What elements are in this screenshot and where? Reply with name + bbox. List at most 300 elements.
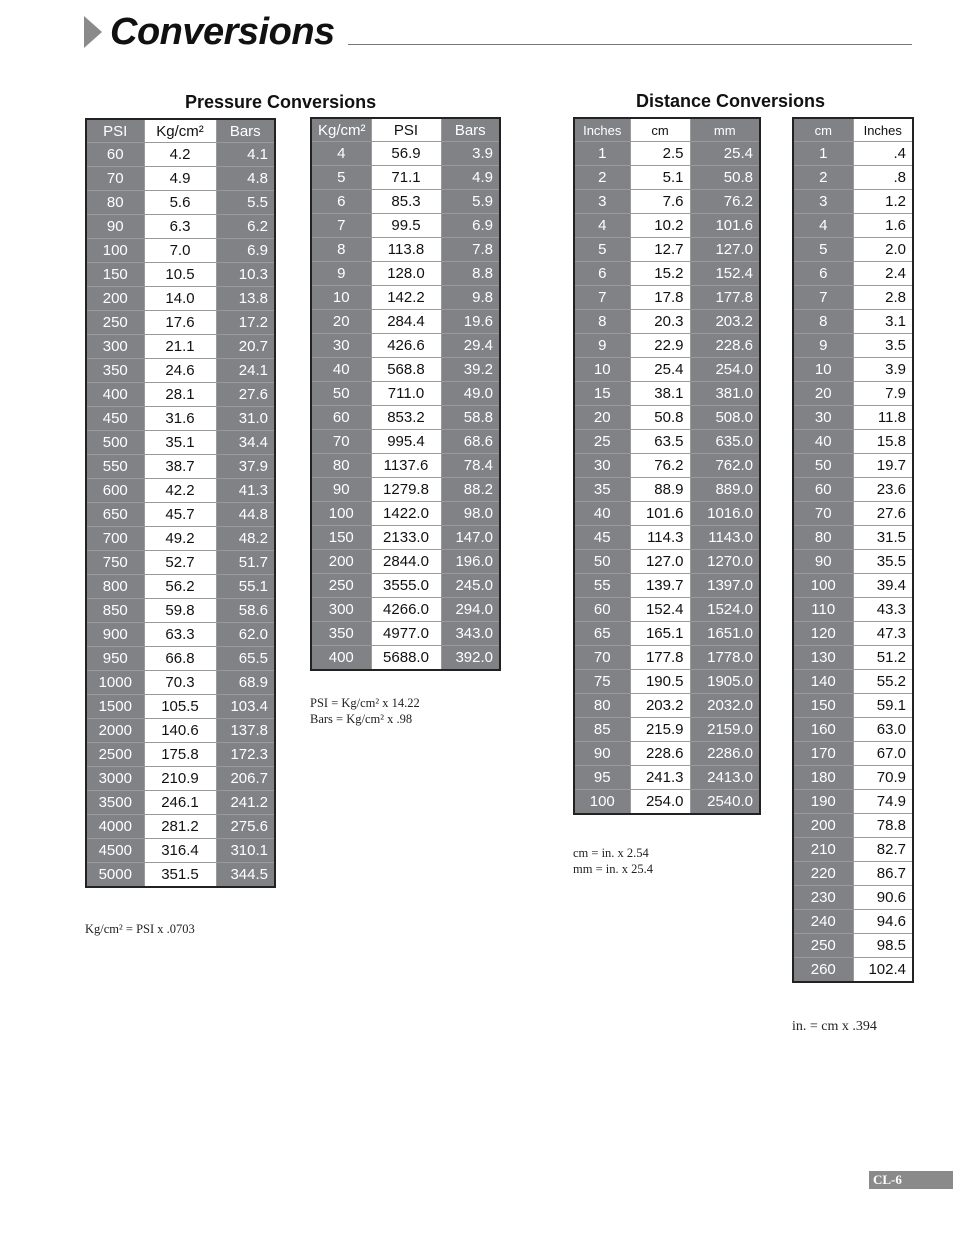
table-cell: 52.7 [144, 551, 216, 575]
table-cell: 6 [574, 262, 630, 286]
table-cell: 228.6 [630, 742, 690, 766]
table-cell: 650 [86, 503, 144, 527]
table-cell: 20.7 [216, 335, 275, 359]
table-cell: 86.7 [853, 862, 913, 886]
table-cell: 80 [311, 454, 371, 478]
table-cell: 6.3 [144, 215, 216, 239]
table-row [86, 671, 275, 695]
pressure-section-title: Pressure Conversions [185, 92, 377, 112]
table-row [574, 502, 760, 526]
table-row [311, 406, 500, 430]
table-cell: 44.8 [216, 503, 275, 527]
table-cell: 150 [793, 694, 853, 718]
table-row [574, 286, 760, 310]
inches-formula-note [573, 845, 653, 877]
table-cell: 120 [793, 622, 853, 646]
table-cell: 17.6 [144, 311, 216, 335]
table-cell: 152.4 [690, 262, 760, 286]
table-cell: 230 [793, 886, 853, 910]
table-row [793, 670, 913, 694]
table-cell: 250 [793, 934, 853, 958]
table-cell: 100 [793, 574, 853, 598]
table-cell: 31.6 [144, 407, 216, 431]
table-cell: 24.6 [144, 359, 216, 383]
table-row [574, 598, 760, 622]
title-rule [348, 44, 912, 45]
table-row [793, 214, 913, 238]
table-cell: 63.5 [630, 430, 690, 454]
table-cell: 3555.0 [371, 574, 441, 598]
table-cell: 900 [86, 623, 144, 647]
table-cell: 47.3 [853, 622, 913, 646]
table-cell: 5688.0 [371, 646, 441, 671]
table-cell: 10.3 [216, 263, 275, 287]
table-cell: 1397.0 [690, 574, 760, 598]
table-row [574, 382, 760, 406]
table-cell: 39.2 [441, 358, 500, 382]
table-cell: 250 [311, 574, 371, 598]
table-row [793, 574, 913, 598]
table-row [793, 406, 913, 430]
page-title: Conversions [110, 11, 335, 53]
table-cell: 62.0 [216, 623, 275, 647]
table-cell: 65.5 [216, 647, 275, 671]
table-row [311, 646, 500, 671]
table-row [574, 550, 760, 574]
table-cell: 1500 [86, 695, 144, 719]
table-cell: 48.2 [216, 527, 275, 551]
table-cell: 49.0 [441, 382, 500, 406]
table-cell: 3.9 [853, 358, 913, 382]
table-cell: 24.1 [216, 359, 275, 383]
table-cell: 7.9 [853, 382, 913, 406]
table-row [574, 430, 760, 454]
table-cell: 20.3 [630, 310, 690, 334]
table-row [793, 838, 913, 862]
table-cell: 240 [793, 910, 853, 934]
table-cell: 762.0 [690, 454, 760, 478]
table-cell: 38.1 [630, 382, 690, 406]
table-row [793, 454, 913, 478]
table-cell: 210 [793, 838, 853, 862]
table-row [311, 574, 500, 598]
table-row [574, 142, 760, 166]
table-cell: 99.5 [371, 214, 441, 238]
table-cell: 165.1 [630, 622, 690, 646]
table-cell: 4 [574, 214, 630, 238]
table-cell: 220 [793, 862, 853, 886]
table-row [793, 502, 913, 526]
table-cell: 80 [793, 526, 853, 550]
table-cell: 19.6 [441, 310, 500, 334]
table-cell: 1 [793, 142, 853, 166]
table-cell: 206.7 [216, 767, 275, 791]
table-cell: 190.5 [630, 670, 690, 694]
table-row [574, 406, 760, 430]
table-cell: 160 [793, 718, 853, 742]
table-cell: 140.6 [144, 719, 216, 743]
table-cell: 4266.0 [371, 598, 441, 622]
column-header: Kg/cm² [144, 119, 216, 143]
table-cell: 25.4 [690, 142, 760, 166]
table-cell: 350 [86, 359, 144, 383]
table-cell: 55.1 [216, 575, 275, 599]
table-row [86, 431, 275, 455]
table-cell: 1279.8 [371, 478, 441, 502]
table-row [311, 286, 500, 310]
table-cell: 310.1 [216, 839, 275, 863]
table-cell: 508.0 [690, 406, 760, 430]
table-cell: 2844.0 [371, 550, 441, 574]
cm-conversion-table [792, 117, 914, 983]
table-cell: 10.5 [144, 263, 216, 287]
table-row [574, 214, 760, 238]
table-row [86, 719, 275, 743]
table-cell: 203.2 [690, 310, 760, 334]
formula-line: cm = in. x 2.54 [573, 846, 649, 860]
table-cell: 343.0 [441, 622, 500, 646]
table-row [793, 310, 913, 334]
table-cell: 3.5 [853, 334, 913, 358]
table-cell: 10 [793, 358, 853, 382]
table-cell: 175.8 [144, 743, 216, 767]
psi-conversion-table [85, 118, 276, 888]
table-row [793, 958, 913, 983]
table-cell: 600 [86, 479, 144, 503]
table-cell: 7 [793, 286, 853, 310]
table-cell: 4 [793, 214, 853, 238]
table-cell: 10.2 [630, 214, 690, 238]
table-cell: 60 [311, 406, 371, 430]
table-row [86, 311, 275, 335]
table-cell: 6 [793, 262, 853, 286]
table-cell: 177.8 [690, 286, 760, 310]
table-cell: 137.8 [216, 719, 275, 743]
table-cell: 58.6 [216, 599, 275, 623]
table-cell: 1270.0 [690, 550, 760, 574]
table-cell: 43.3 [853, 598, 913, 622]
table-cell: 177.8 [630, 646, 690, 670]
table-cell: 5000 [86, 863, 144, 888]
table-cell: 80 [86, 191, 144, 215]
table-row [311, 502, 500, 526]
column-header: Bars [441, 118, 500, 142]
table-cell: 392.0 [441, 646, 500, 671]
table-row [793, 646, 913, 670]
table-cell: 203.2 [630, 694, 690, 718]
table-cell: 5.5 [216, 191, 275, 215]
distance-section-title: Distance Conversions [636, 91, 826, 111]
formula-line: PSI = Kg/cm² x 14.22 [310, 696, 420, 710]
table-cell: 114.3 [630, 526, 690, 550]
table-cell: 2000 [86, 719, 144, 743]
table-row [311, 454, 500, 478]
table-cell: 1143.0 [690, 526, 760, 550]
table-cell: 90 [86, 215, 144, 239]
table-cell: 29.4 [441, 334, 500, 358]
table-cell: 51.2 [853, 646, 913, 670]
table-row [574, 454, 760, 478]
table-cell: 254.0 [690, 358, 760, 382]
table-row [86, 359, 275, 383]
table-cell: 17.2 [216, 311, 275, 335]
table-cell: 60 [793, 478, 853, 502]
table-cell: 4000 [86, 815, 144, 839]
table-cell: 17.8 [630, 286, 690, 310]
table-row [86, 287, 275, 311]
table-cell: 20 [311, 310, 371, 334]
table-cell: 128.0 [371, 262, 441, 286]
table-cell: 550 [86, 455, 144, 479]
table-cell: 180 [793, 766, 853, 790]
table-row [793, 814, 913, 838]
table-row [86, 767, 275, 791]
table-row [86, 479, 275, 503]
table-cell: 70.3 [144, 671, 216, 695]
table-cell: 9 [793, 334, 853, 358]
table-cell: 2286.0 [690, 742, 760, 766]
table-cell: 5 [311, 166, 371, 190]
table-row [86, 695, 275, 719]
table-cell: 300 [311, 598, 371, 622]
table-cell: 381.0 [690, 382, 760, 406]
table-cell: 7.0 [144, 239, 216, 263]
table-cell: 6.9 [216, 239, 275, 263]
table-row [793, 718, 913, 742]
table-cell: .4 [853, 142, 913, 166]
table-cell: 853.2 [371, 406, 441, 430]
table-cell: 260 [793, 958, 853, 983]
table-cell: 152.4 [630, 598, 690, 622]
table-cell: 68.6 [441, 430, 500, 454]
table-cell: 40 [793, 430, 853, 454]
table-row [86, 743, 275, 767]
table-cell: 82.7 [853, 838, 913, 862]
table-cell: 88.2 [441, 478, 500, 502]
table-row [86, 647, 275, 671]
table-cell: 7 [574, 286, 630, 310]
table-row [574, 622, 760, 646]
table-cell: 34.4 [216, 431, 275, 455]
table-cell: 39.4 [853, 574, 913, 598]
table-cell: 35 [574, 478, 630, 502]
table-cell: 275.6 [216, 815, 275, 839]
formula-line: mm = in. x 25.4 [573, 862, 653, 876]
table-cell: 22.9 [630, 334, 690, 358]
table-cell: 8 [311, 238, 371, 262]
column-header: Kg/cm² [311, 118, 371, 142]
table-cell: 1524.0 [690, 598, 760, 622]
table-cell: 8 [574, 310, 630, 334]
triangle-icon [84, 16, 102, 48]
table-cell: 95 [574, 766, 630, 790]
table-cell: 80 [574, 694, 630, 718]
table-cell: 68.9 [216, 671, 275, 695]
table-cell: 76.2 [630, 454, 690, 478]
table-cell: 58.8 [441, 406, 500, 430]
table-row [311, 598, 500, 622]
table-cell: 4.1 [216, 143, 275, 167]
table-row [86, 407, 275, 431]
table-cell: 20 [574, 406, 630, 430]
table-row [311, 622, 500, 646]
table-cell: 139.7 [630, 574, 690, 598]
table-row [311, 310, 500, 334]
table-row [574, 790, 760, 815]
column-header: PSI [86, 119, 144, 143]
table-cell: 55.2 [853, 670, 913, 694]
table-cell: 196.0 [441, 550, 500, 574]
table-cell: 70 [86, 167, 144, 191]
table-row [86, 599, 275, 623]
table-row [793, 478, 913, 502]
table-row [311, 382, 500, 406]
table-cell: 6.2 [216, 215, 275, 239]
table-row [311, 358, 500, 382]
table-cell: 45 [574, 526, 630, 550]
table-cell: 98.0 [441, 502, 500, 526]
table-cell: 294.0 [441, 598, 500, 622]
table-cell: 15.8 [853, 430, 913, 454]
table-cell: 12.7 [630, 238, 690, 262]
table-cell: 70.9 [853, 766, 913, 790]
table-cell: 2500 [86, 743, 144, 767]
table-cell: 800 [86, 575, 144, 599]
column-header: Inches [574, 118, 630, 142]
table-row [793, 382, 913, 406]
table-row [86, 167, 275, 191]
table-row [793, 430, 913, 454]
table-cell: 500 [86, 431, 144, 455]
table-cell: 711.0 [371, 382, 441, 406]
formula-line: in. = cm x .394 [792, 1019, 877, 1034]
table-cell: 5 [793, 238, 853, 262]
cm-formula-note [792, 1019, 877, 1035]
column-header: cm [630, 118, 690, 142]
table-row [793, 238, 913, 262]
table-cell: 30 [574, 454, 630, 478]
table-cell: 31.0 [216, 407, 275, 431]
table-cell: 995.4 [371, 430, 441, 454]
table-cell: 27.6 [216, 383, 275, 407]
table-cell: 13.8 [216, 287, 275, 311]
table-row [574, 526, 760, 550]
table-cell: 100 [86, 239, 144, 263]
table-cell: 37.9 [216, 455, 275, 479]
table-cell: 344.5 [216, 863, 275, 888]
table-row [574, 334, 760, 358]
table-cell: 23.6 [853, 478, 913, 502]
table-cell: 35.5 [853, 550, 913, 574]
table-cell: 9.8 [441, 286, 500, 310]
table-cell: 11.8 [853, 406, 913, 430]
table-cell: 200 [86, 287, 144, 311]
table-cell: 63.0 [853, 718, 913, 742]
formula-line: Kg/cm² = PSI x .0703 [85, 922, 195, 936]
table-cell: 90 [574, 742, 630, 766]
table-cell: 2540.0 [690, 790, 760, 815]
table-row [86, 503, 275, 527]
kgcm-conversion-table [310, 117, 501, 671]
table-cell: 1651.0 [690, 622, 760, 646]
table-cell: 25 [574, 430, 630, 454]
table-cell: 4.8 [216, 167, 275, 191]
table-cell: 190 [793, 790, 853, 814]
psi-formula-note [85, 921, 195, 937]
table-cell: 1.6 [853, 214, 913, 238]
table-cell: 110 [793, 598, 853, 622]
table-cell: 67.0 [853, 742, 913, 766]
table-cell: 63.3 [144, 623, 216, 647]
table-cell: 8 [793, 310, 853, 334]
table-row [574, 718, 760, 742]
table-cell: 4500 [86, 839, 144, 863]
table-cell: 85.3 [371, 190, 441, 214]
table-cell: 635.0 [690, 430, 760, 454]
table-cell: 4977.0 [371, 622, 441, 646]
table-cell: 1000 [86, 671, 144, 695]
table-row [86, 239, 275, 263]
table-cell: 15.2 [630, 262, 690, 286]
table-cell: 2133.0 [371, 526, 441, 550]
table-cell: 1 [574, 142, 630, 166]
table-row [86, 455, 275, 479]
table-cell: 250 [86, 311, 144, 335]
table-row [86, 791, 275, 815]
table-cell: 284.4 [371, 310, 441, 334]
table-cell: 65 [574, 622, 630, 646]
table-cell: 66.8 [144, 647, 216, 671]
table-cell: 7 [311, 214, 371, 238]
table-cell: 98.5 [853, 934, 913, 958]
table-cell: 130 [793, 646, 853, 670]
table-cell: 70 [793, 502, 853, 526]
column-header: Inches [853, 118, 913, 142]
table-cell: .8 [853, 166, 913, 190]
table-cell: 4.9 [144, 167, 216, 191]
table-row [311, 142, 500, 166]
table-cell: 59.1 [853, 694, 913, 718]
table-row [574, 670, 760, 694]
table-row [574, 262, 760, 286]
table-cell: 27.6 [853, 502, 913, 526]
table-cell: 1016.0 [690, 502, 760, 526]
table-cell: 60 [574, 598, 630, 622]
table-row [86, 215, 275, 239]
table-cell: 228.6 [690, 334, 760, 358]
column-header: PSI [371, 118, 441, 142]
table-cell: 76.2 [690, 190, 760, 214]
table-cell: 568.8 [371, 358, 441, 382]
table-cell: 20 [793, 382, 853, 406]
table-row [311, 166, 500, 190]
table-row [574, 742, 760, 766]
table-cell: 50.8 [690, 166, 760, 190]
table-cell: 56.9 [371, 142, 441, 166]
table-row [311, 262, 500, 286]
table-cell: 1422.0 [371, 502, 441, 526]
table-cell: 850 [86, 599, 144, 623]
table-cell: 241.2 [216, 791, 275, 815]
table-cell: 38.7 [144, 455, 216, 479]
table-cell: 351.5 [144, 863, 216, 888]
table-row [311, 238, 500, 262]
table-cell: 200 [793, 814, 853, 838]
table-row [574, 358, 760, 382]
table-row [793, 886, 913, 910]
table-row [86, 551, 275, 575]
table-cell: 281.2 [144, 815, 216, 839]
